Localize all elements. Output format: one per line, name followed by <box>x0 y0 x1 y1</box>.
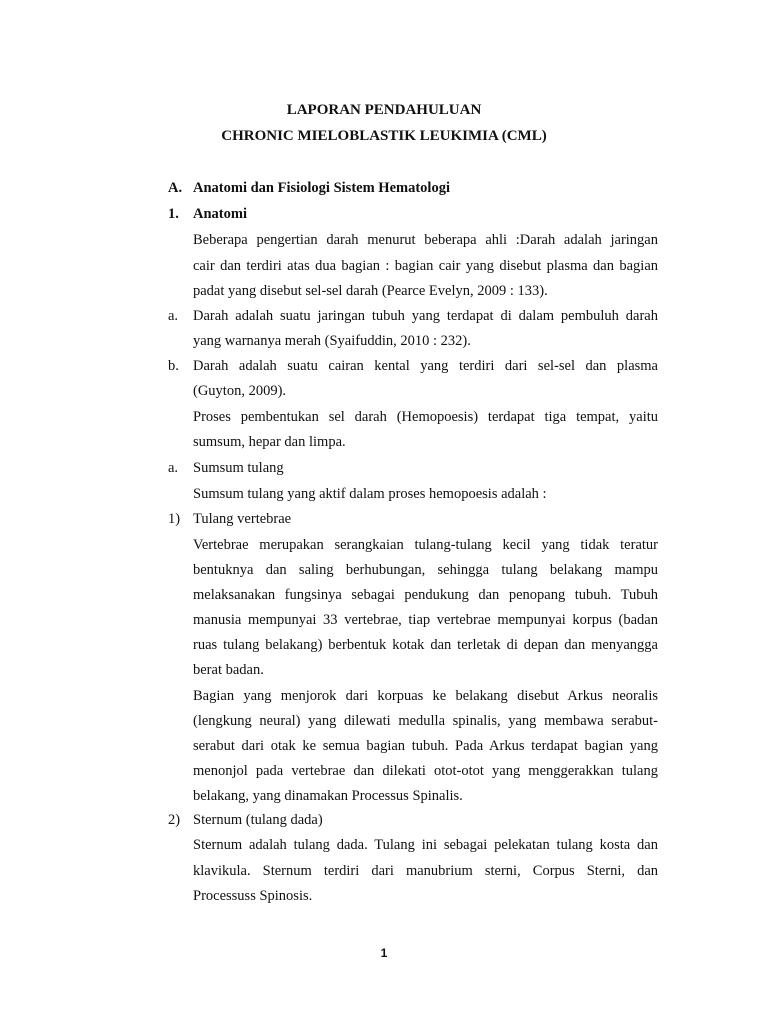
list-marker: a. <box>168 460 179 476</box>
paragraph-line: sumsum, hepar dan limpa. <box>193 434 346 450</box>
list-item-line: yang warnanya merah (Syaifuddin, 2010 : 232). <box>193 333 471 349</box>
list-marker: 1) <box>168 511 181 527</box>
paragraph-line: manusia mempunyai 33 vertebrae, tiap vertebrae mempunyai korpus (badan <box>193 612 658 628</box>
page-number: 1 <box>380 946 388 960</box>
list-item-line: Darah adalah suatu cairan kental yang terdiri dari sel-sel dan plasma <box>193 358 658 374</box>
paragraph-line: (lengkung neural) yang dilewati medulla spinalis, yang membawa serabut- <box>193 713 658 729</box>
paragraph-line: belakang, yang dinamakan Processus Spinalis. <box>193 788 463 804</box>
paragraph-line: bentuknya dan saling berhubungan, sehingga tulang belakang mampu <box>193 562 658 578</box>
paragraph-line: Sternum adalah tulang dada. Tulang ini sebagai pelekatan tulang kosta dan <box>193 837 658 853</box>
paragraph-line: cair dan terdiri atas dua bagian : bagian cair yang disebut plasma dan bagian <box>193 258 658 274</box>
list-marker: 2) <box>168 812 181 828</box>
document-title: LAPORAN PENDAHULUAN <box>286 102 482 118</box>
paragraph-line: melaksanakan fungsinya sebagai pendukung dan penopang tubuh. Tubuh <box>193 587 658 603</box>
section-1-marker: 1. <box>168 206 179 222</box>
subheading: Tulang vertebrae <box>193 511 292 527</box>
document-subtitle: CHRONIC MIELOBLASTIK LEUKIMIA (CML) <box>221 128 547 144</box>
paragraph-line: klavikula. Sternum terdiri dari manubrium sterni, Corpus Sterni, dan <box>193 863 658 879</box>
paragraph-line: serabut dari otak ke semua bagian tubuh. Pada Arkus terdapat bagian yang <box>193 738 658 754</box>
section-1-heading: Anatomi <box>193 206 247 222</box>
paragraph-line: berat badan. <box>193 662 264 678</box>
paragraph-line: ruas tulang belakang) berbentuk kotak dan terletak di depan dan menyangga <box>193 637 658 653</box>
subheading: Sternum (tulang dada) <box>193 812 323 828</box>
list-item-line: Darah adalah suatu jaringan tubuh yang terdapat di dalam pembuluh darah <box>193 308 658 324</box>
list-marker: b. <box>168 358 179 374</box>
paragraph-line: Beberapa pengertian darah menurut beberapa ahli :Darah adalah jaringan <box>193 232 658 248</box>
list-marker: a. <box>168 308 179 324</box>
section-a-marker: A. <box>168 180 183 196</box>
paragraph-line: padat yang disebut sel-sel darah (Pearce Evelyn, 2009 : 133). <box>193 283 548 299</box>
list-item-line: (Guyton, 2009). <box>193 383 287 399</box>
subheading: Sumsum tulang <box>193 460 284 476</box>
paragraph-line: menonjol pada vertebrae dan dilekati otot-otot yang menggerakkan tulang <box>193 763 658 779</box>
paragraph-line: Sumsum tulang yang aktif dalam proses hemopoesis adalah : <box>193 486 547 502</box>
paragraph-line: Processuss Spinosis. <box>193 888 313 904</box>
paragraph-line: Vertebrae merupakan serangkaian tulang-tulang kecil yang tidak teratur <box>193 537 658 553</box>
section-a-heading: Anatomi dan Fisiologi Sistem Hematologi <box>193 180 450 196</box>
paragraph-line: Bagian yang menjorok dari korpuas ke belakang disebut Arkus neoralis <box>193 688 658 704</box>
paragraph-line: Proses pembentukan sel darah (Hemopoesis) terdapat tiga tempat, yaitu <box>193 409 658 425</box>
